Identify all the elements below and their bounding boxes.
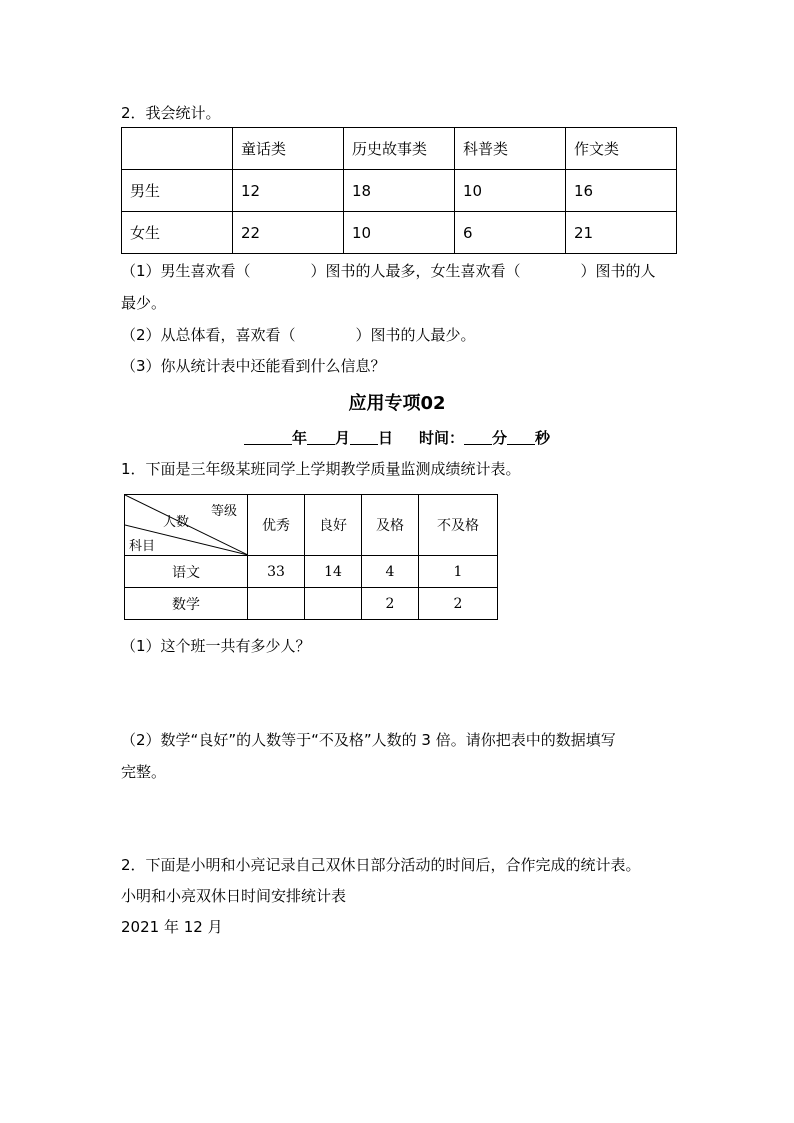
table-row — [125, 588, 498, 620]
day-label: 日 — [377, 429, 393, 447]
corner-grade-label: 等级 — [211, 504, 238, 519]
table-cell: 21 — [566, 212, 677, 254]
question-3: （3）你从统计表中还能看到什么信息？ — [121, 357, 386, 375]
problem-2-table-title: 小明和小亮双休日时间安排统计表 — [121, 887, 347, 905]
table-cell: 33 — [248, 556, 305, 588]
problem-2-date: 2021 年 12 月 — [121, 918, 223, 936]
table-cell: 2 — [362, 588, 419, 620]
problem-1-question-2-line-1: （2）数学“良好”的人数等于“不及格”人数的 3 倍。请你把表中的数据填写 — [121, 731, 616, 749]
table-cell: 4 — [362, 556, 419, 588]
table-cell: 2 — [419, 588, 498, 620]
table-header-row — [122, 128, 677, 170]
table-cell: 男生 — [122, 170, 233, 212]
table-header-cell: 良好 — [305, 495, 362, 556]
table-cell: 12 — [233, 170, 344, 212]
table-header-cell: 历史故事类 — [344, 128, 455, 170]
table-row — [122, 212, 677, 254]
problem-1-question-2-line-2: 完整。 — [121, 763, 167, 781]
table-header-cell: 童话类 — [233, 128, 344, 170]
diagonal-header-cell — [125, 495, 248, 556]
table-cell: 女生 — [122, 212, 233, 254]
corner-subject-label: 科目 — [129, 539, 156, 554]
grades-table — [124, 494, 498, 620]
table-cell: 1 — [419, 556, 498, 588]
problem-1-heading: 1．下面是三年级某班同学上学期教学质量监测成绩统计表。 — [121, 460, 521, 478]
table-cell: 10 — [455, 170, 566, 212]
question-1-line-2: 最少。 — [121, 294, 167, 312]
table-cell: 14 — [305, 556, 362, 588]
table-row — [122, 170, 677, 212]
table-cell: 6 — [455, 212, 566, 254]
time-label: 时间： — [419, 429, 465, 447]
minute-blank[interactable] — [464, 430, 492, 445]
corner-count-label: 人数 — [163, 515, 190, 530]
subject-cell: 语文 — [125, 556, 248, 588]
table-header-cell: 优秀 — [248, 495, 305, 556]
section1-heading: 2．我会统计。 — [121, 104, 221, 122]
month-blank[interactable] — [307, 430, 335, 445]
table-cell: 18 — [344, 170, 455, 212]
table-header-cell: 及格 — [362, 495, 419, 556]
question-2: （2）从总体看，喜欢看（ ）图书的人最少。 — [121, 326, 476, 344]
second-blank[interactable] — [507, 430, 535, 445]
table-header-row — [125, 495, 498, 556]
question-1-line-1: （1）男生喜欢看（ ）图书的人最多，女生喜欢看（ ）图书的人 — [121, 262, 656, 280]
table-row — [125, 556, 498, 588]
table-header-cell: 不及格 — [419, 495, 498, 556]
table-cell: 10 — [344, 212, 455, 254]
table-header-cell — [122, 128, 233, 170]
problem-2-heading: 2．下面是小明和小亮记录自己双休日部分活动的时间后，合作完成的统计表。 — [121, 856, 641, 874]
date-time-line — [0, 427, 794, 448]
section-title: 应用专项02 — [348, 393, 446, 414]
year-label: 年 — [291, 429, 307, 447]
problem-1-question-1: （1）这个班一共有多少人？ — [121, 637, 311, 655]
day-blank[interactable] — [350, 430, 378, 445]
blank-cell[interactable] — [248, 588, 305, 620]
second-label: 秒 — [535, 429, 551, 447]
table-cell: 16 — [566, 170, 677, 212]
blank-cell[interactable] — [305, 588, 362, 620]
year-blank[interactable] — [244, 430, 292, 445]
subject-cell: 数学 — [125, 588, 248, 620]
minute-label: 分 — [492, 429, 508, 447]
table-header-cell: 科普类 — [455, 128, 566, 170]
month-label: 月 — [334, 429, 350, 447]
table-header-cell: 作文类 — [566, 128, 677, 170]
book-preference-table — [121, 127, 677, 254]
table-cell: 22 — [233, 212, 344, 254]
